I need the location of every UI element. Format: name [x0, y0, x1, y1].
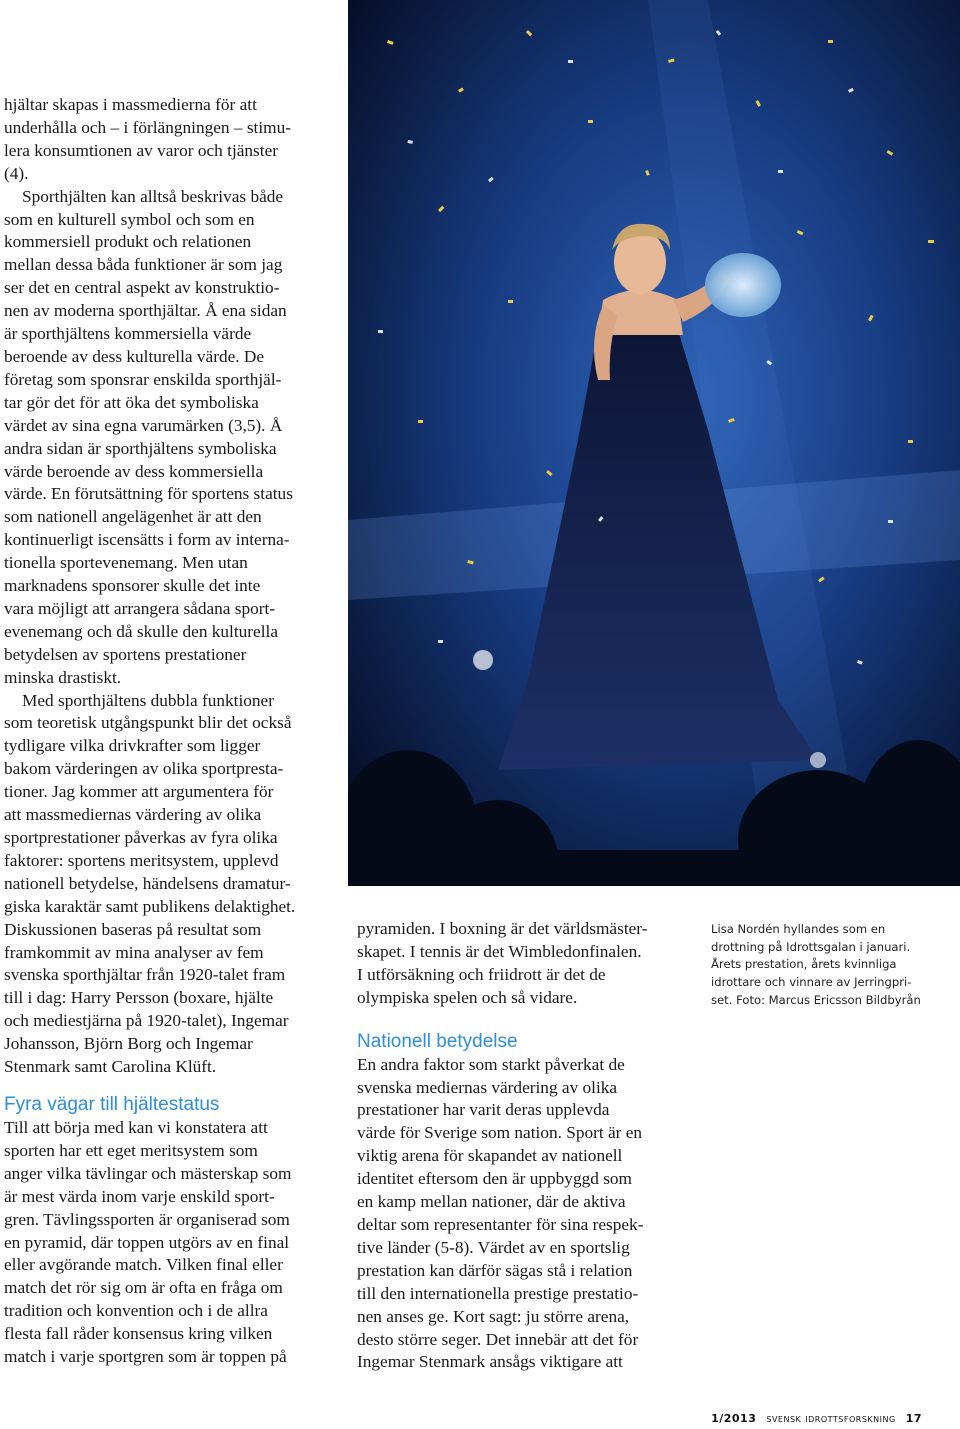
page-number: 17 [905, 1412, 922, 1425]
paragraph-1: hjältar skapas i massmedierna för att underhålla och – i förlängningen – stimu- lera konsumtionen av varor och tjänster (4). [4, 95, 291, 183]
photo-lisa-norden [348, 0, 960, 886]
issue-number: 1/2013 [711, 1412, 757, 1425]
journal-name: svensk idrottsforskning [766, 1412, 896, 1425]
paragraph-3: Med sporthjältens dubbla funktioner som teoretisk utgångspunkt blir det också tydligare vilka drivkrafter som ligger bakom värderingen av olika sportpresta- tioner. Jag kommer att argumentera för att massmediernas värdering av olika sportprestationer påverkas av fyra olika faktorer: sportens meritsystem, upplevd nationell betydelse, händelsens dramatur- giska karaktär samt publikens delaktighet. Diskussionen baseras på resultat som framkommit av mina analyser av fem svenska sporthjältar från 1920-talet fram till i dag: Harry Persson (boxare, hjälte och mediestjärna på 1920-talet), Ingemar Johansson, Björn Borg och Ingemar Stenmark samt Carolina Klüft. [4, 690, 296, 1077]
paragraph-6: En andra faktor som starkt påverkat de svenska mediernas värdering av olika prestationer har varit deras upplevda värde för Sverige som nation. Sport är en viktig arena för skapandet av nationell identitet eftersom den är uppbyggd som en kamp mellan nationer, där de aktiva deltar som representanter för sina respek- tive länder (5-8). Värdet av en sportslig prestation kan därför sägas stå i relation till den internationella prestige prestatio- nen anses ge. Kort sagt: ju större arena, desto större seger. Det innebär att det för Ingemar Stenmark ansågs viktigare att [357, 1054, 644, 1372]
paragraph-4: Till att börja med kan vi konstatera att sporten har ett eget meritsystem som anger vilka tävlingar och mästerskap som är mest värda inom varje enskild sport- gren. Tävlingssporten är organiserad som en pyramid, där toppen utgörs av en final eller avgörande match. Vilken final eller match det rör sig om är ofta en fråga om tradition och konvention och i de allra flesta fall råder konsensus kring vilken match i varje sportgren som är toppen på [4, 1117, 292, 1367]
page-footer [711, 1412, 922, 1425]
section-heading-fyra-vagar: Fyra vägar till hjältestatus [4, 1093, 220, 1115]
middle-column [357, 918, 689, 1374]
paragraph-5: pyramiden. I boxning är det världsmäster- skapet. I tennis är det Wimbledonfinalen. I utförsäkning och friidrott är det de olympiska spelen och så vidare. [357, 919, 648, 1007]
paragraph-2: Sporthjälten kan alltså beskrivas både som en kulturell symbol och som en kommersiell produkt och relationen mellan dessa båda funktioner är som jag ser det en central aspekt av konstruktio- nen av moderna sporthjältar. Å ena sidan är sporthjältens kommersiella värde beroende av dess kulturella värde. De företag som sponsrar enskilda sporthjäl- tar gör det för att öka det symboliska värdet av sina egna varumärken (3,5). Å andra sidan är sporthjältens symboliska värde beroende av dess kommersiella värde. En förutsättning för sportens status som nationell angelägenhet är att den kontinuerligt iscensätts i form av interna- tionella sportevenemang. Men utan marknadens sponsorer skulle det inte vara möjligt att arrangera sådana sport- evenemang och då skulle den kulturella betydelsen av sportens prestationer minska drastiskt. [4, 186, 293, 687]
section-heading-nationell-betydelse: Nationell betydelse [357, 1030, 518, 1052]
photo-caption: Lisa Nordén hyllandes som en drottning på Idrottsgalan i januari. Årets prestation, årets kvinnliga idrottare och vinnare av Jerringpri- set. Foto: Marcus Ericsson Bildbyrån [711, 922, 921, 1007]
left-column [4, 94, 340, 1369]
